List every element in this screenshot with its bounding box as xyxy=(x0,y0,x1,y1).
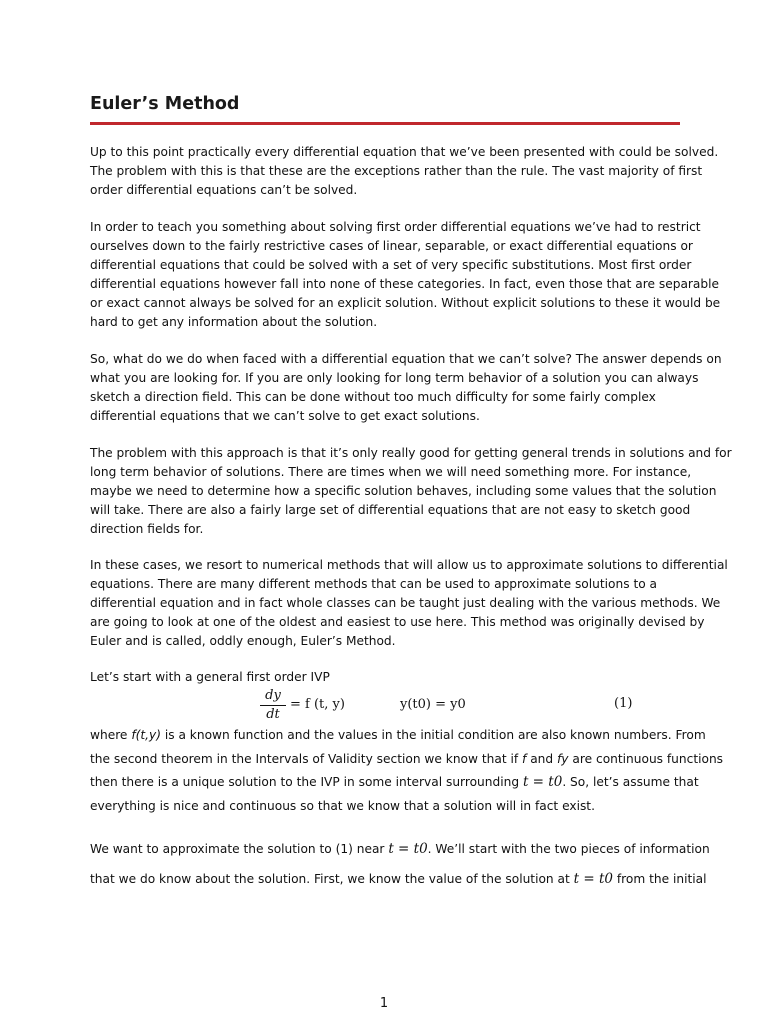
text-run: from the initial xyxy=(613,872,707,886)
text-run: We want to approximate the solution to (1) near xyxy=(90,842,389,856)
text-run: the second theorem in the Intervals of Validity section we know that if xyxy=(90,751,523,766)
equation-number: (1) xyxy=(614,696,633,711)
text-run: . So, let’s assume that xyxy=(562,775,699,789)
text-line: differential equation and in fact whole classes can be taught just dealing with the various methods. We xyxy=(90,595,721,610)
text-line: direction fields for. xyxy=(90,521,204,536)
text-line xyxy=(90,724,706,748)
text-line xyxy=(90,748,724,772)
paragraph-3 xyxy=(90,350,722,426)
fraction-bar xyxy=(260,705,286,706)
function-symbol: f(t,y) xyxy=(131,728,161,742)
text-line: Up to this point practically every differential equation that we’ve been presented with could be solved. xyxy=(90,145,719,159)
text-run: are continuous functions xyxy=(568,751,724,766)
inline-math: t = t0 xyxy=(522,774,563,790)
inline-math: t = t0 xyxy=(388,841,428,857)
text-line: differential equations that could be solved with a set of very specific substitutions. Most first order xyxy=(90,257,692,272)
derivative-fraction xyxy=(260,688,286,723)
text-line: The problem with this approach is that it’s only really good for getting general trends in solutions and for xyxy=(90,446,732,460)
text-line: ourselves down to the fairly restrictive cases of linear, separable, or exact differential equations or xyxy=(90,238,693,253)
text-line: In order to teach you something about solving first order differential equations we’ve had to restrict xyxy=(90,220,701,234)
text-line: In these cases, we resort to numerical methods that will allow us to approximate solutions to differential xyxy=(90,558,728,572)
paragraph-7 xyxy=(90,724,724,818)
inline-math: t = t0 xyxy=(573,871,613,887)
fraction-denominator: dt xyxy=(266,707,280,722)
text-line: order differential equations can’t be solved. xyxy=(90,182,358,197)
paragraph-4 xyxy=(90,444,732,539)
text-run: that we do know about the solution. First, we know the value of the solution at xyxy=(90,872,574,886)
page-title: Euler’s Method xyxy=(90,94,240,114)
fraction-numerator: dy xyxy=(265,688,281,703)
text-run: . We’ll start with the two pieces of information xyxy=(427,842,710,856)
text-line: sketch a direction field. This can be done without too much difficulty for some fairly complex xyxy=(90,389,656,404)
text-run: then there is a unique solution to the IVP in some interval surrounding xyxy=(90,775,523,789)
text-line: hard to get any information about the solution. xyxy=(90,314,378,329)
text-line: will take. There are also a fairly large set of differential equations that are not easy to sketch good xyxy=(90,502,691,517)
text-line: differential equations however fall into none of these categories. In fact, even those that are separable xyxy=(90,276,720,291)
text-run: and xyxy=(526,751,558,766)
text-line: long term behavior of solutions. There are times when we will need something more. For instance, xyxy=(90,464,692,479)
paragraph-1 xyxy=(90,143,719,200)
text-line xyxy=(90,864,707,894)
text-line: differential equations that we can’t solve to get exact solutions. xyxy=(90,408,480,423)
text-line: everything is nice and continuous so that we know that a solution will in fact exist. xyxy=(90,798,595,813)
paragraph-2 xyxy=(90,218,721,331)
text-line: are going to look at one of the oldest and easiest to use here. This method was originally devised by xyxy=(90,614,705,629)
text-line: So, what do we do when faced with a differential equation that we can’t solve? The answer depends on xyxy=(90,352,722,366)
text-run: where xyxy=(90,728,132,742)
equation-1 xyxy=(90,688,682,726)
text-line: The problem with this is that these are the exceptions rather than the rule. The vast majority of first xyxy=(90,163,703,178)
text-run: is a known function and the values in the initial condition are also known numbers. From xyxy=(160,728,706,742)
text-line xyxy=(90,771,699,795)
text-line: or exact cannot always be solved for an explicit solution. Without explicit solutions to these it would be xyxy=(90,295,721,310)
function-symbol: f xyxy=(522,751,527,766)
text-line: what you are looking for. If you are only looking for long term behavior of a solution you can always xyxy=(90,370,699,385)
text-line: maybe we need to determine how a specific solution behaves, including some values that the solution xyxy=(90,483,717,498)
paragraph-5 xyxy=(90,556,728,651)
title-underline xyxy=(90,122,680,125)
text-line xyxy=(90,834,710,864)
partial-derivative-symbol: fy xyxy=(557,751,569,766)
equation-rhs: = f (t, y) xyxy=(290,697,345,712)
text-line: equations. There are many different methods that can be used to approximate solutions to a xyxy=(90,576,658,591)
text-line: Let’s start with a general first order IVP xyxy=(90,670,330,684)
text-line: Euler and is called, oddly enough, Euler’s Method. xyxy=(90,633,396,648)
paragraph-6 xyxy=(90,668,682,687)
initial-condition: y(t0) = y0 xyxy=(400,697,466,712)
page-number: 1 xyxy=(379,996,389,1011)
paragraph-8 xyxy=(90,834,710,894)
